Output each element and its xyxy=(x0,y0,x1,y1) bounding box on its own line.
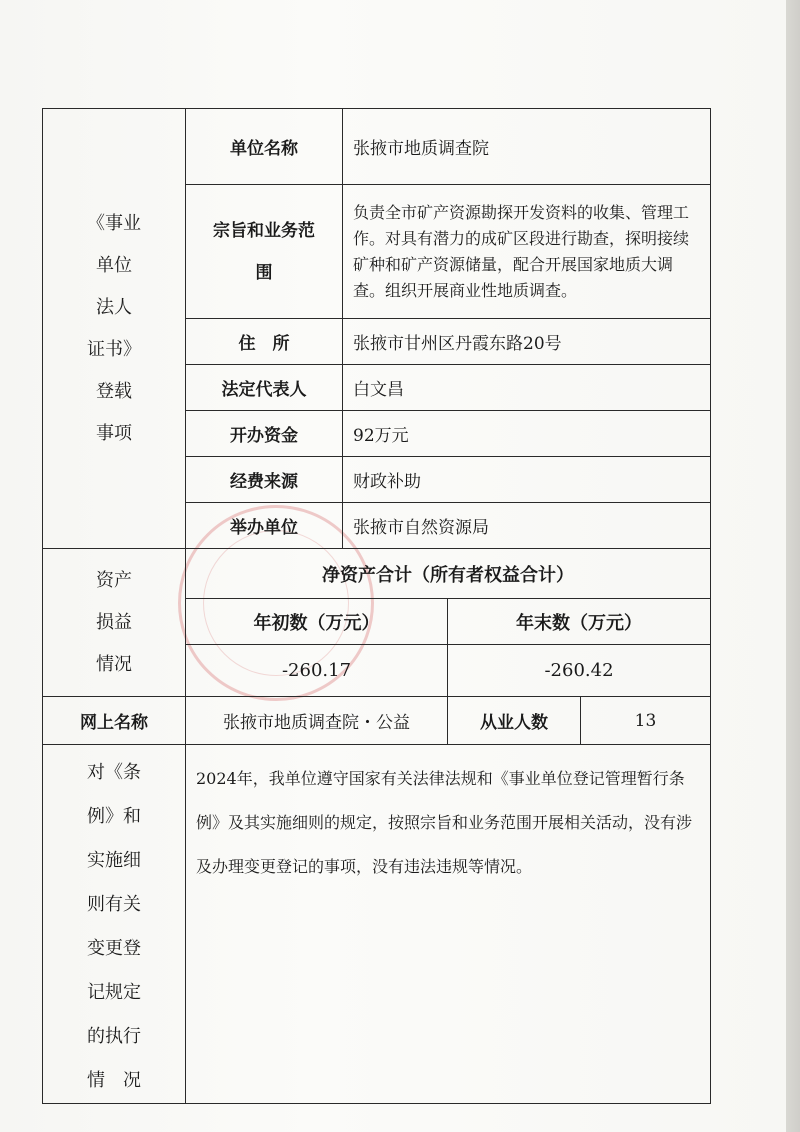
side-line: 则有关 xyxy=(87,894,141,915)
staff-count-value: 13 xyxy=(581,697,711,745)
end-of-year-value: -260.42 xyxy=(448,645,711,697)
side-line: 资产 xyxy=(96,569,132,591)
side-line: 实施细 xyxy=(87,850,141,871)
page-edge xyxy=(786,0,800,1132)
unit-name-value: 张掖市地质调查院 xyxy=(343,109,711,185)
side-line: 法人 xyxy=(96,296,132,318)
side-line: 证书》 xyxy=(87,338,141,360)
capital-label: 开办资金 xyxy=(186,411,343,457)
side-line: 《事业 xyxy=(87,212,141,234)
start-of-year-value: -260.17 xyxy=(186,645,448,697)
legal-rep-label: 法定代表人 xyxy=(186,365,343,411)
net-assets-header: 净资产合计（所有者权益合计） xyxy=(186,549,711,599)
side-line: 事项 xyxy=(96,422,132,444)
online-name-label: 网上名称 xyxy=(43,697,186,745)
sponsor-label: 举办单位 xyxy=(186,503,343,549)
purpose-value: 负责全市矿产资源勘探开发资料的收集、管理工作。对具有潜力的成矿区段进行勘查，探明接续矿种和矿产资源储量，配合开展国家地质大调查。组织开展商业性地质调查。 xyxy=(343,185,711,319)
side-line: 例》和 xyxy=(87,806,141,827)
online-name-value: 张掖市地质调查院・公益 xyxy=(186,697,448,745)
compliance-side-label xyxy=(43,745,186,1104)
purpose-label: 宗旨和业务范围 xyxy=(186,185,343,319)
capital-value: 92万元 xyxy=(343,411,711,457)
address-value: 张掖市甘州区丹霞东路20号 xyxy=(343,319,711,365)
legal-rep-value: 白文昌 xyxy=(343,365,711,411)
start-of-year-header: 年初数（万元） xyxy=(186,599,448,645)
funding-source-value: 财政补助 xyxy=(343,457,711,503)
registration-side-label xyxy=(43,109,186,549)
side-line: 的执行 xyxy=(87,1026,141,1047)
sponsor-value: 张掖市自然资源局 xyxy=(343,503,711,549)
compliance-text: 2024年，我单位遵守国家有关法律法规和《事业单位登记管理暂行条例》及其实施细则的规定，按照宗旨和业务范围开展相关活动，没有涉及办理变更登记的事项，没有违法违规等情况。 xyxy=(186,745,711,1104)
side-line: 对《条 xyxy=(87,762,141,783)
annual-report-table xyxy=(42,108,711,1104)
address-label: 住 所 xyxy=(186,319,343,365)
side-line: 登载 xyxy=(96,380,132,402)
assets-side-label xyxy=(43,549,186,697)
side-line: 情况 xyxy=(96,653,132,675)
side-line: 情 况 xyxy=(87,1070,141,1091)
side-line: 变更登 xyxy=(87,938,141,959)
side-line: 记规定 xyxy=(87,982,141,1003)
side-line: 单位 xyxy=(96,254,132,276)
funding-source-label: 经费来源 xyxy=(186,457,343,503)
side-line: 损益 xyxy=(96,611,132,633)
staff-count-label: 从业人数 xyxy=(448,697,581,745)
unit-name-label: 单位名称 xyxy=(186,109,343,185)
end-of-year-header: 年末数（万元） xyxy=(448,599,711,645)
